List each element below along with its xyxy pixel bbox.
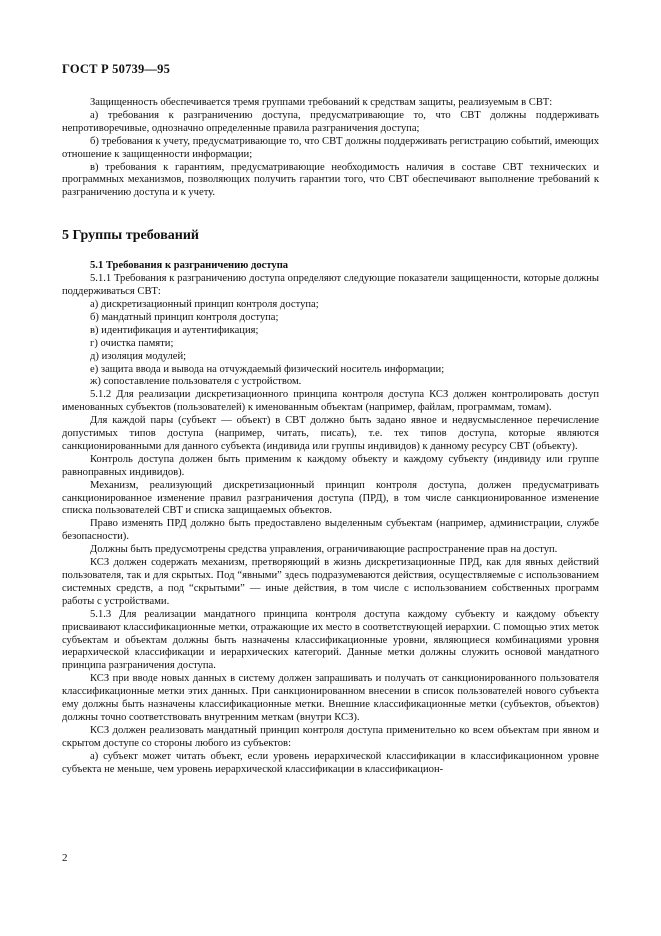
document-header: ГОСТ Р 50739—95 <box>62 62 171 76</box>
subsection-title: 5.1 Требования к разграничению доступа <box>90 260 289 272</box>
intro-item-a: а) требования к разграничению доступа, предусматривающие то, что СВТ должны поддерживать непротиворечивые, однозначно определенные правила разграничения доступа; <box>62 109 599 134</box>
list-item: а) дискретизационный принцип контроля доступа; <box>90 298 319 310</box>
list-item: в) идентификация и аутентификация; <box>90 324 259 336</box>
body-block <box>62 273 599 776</box>
body-paragraph: КСЗ при вводе новых данных в систему должен запрашивать и получать от санкционированного пользователя классификационные метки этих данных. При санкционированном внесении в список пользователей нового субъекта ему должны быть назначены классификационные метки. Внешние классификационные метки (субъектов, объектов) должны точно соответствовать внутренним меткам (внутри КСЗ). <box>62 673 599 723</box>
list-item: е) защита ввода и вывода на отчуждаемый физический носитель информации; <box>90 363 445 375</box>
body-paragraph: 5.1.2 Для реализации дискретизационного принципа контроля доступа КСЗ должен контролировать доступ именованных субъектов (пользователей) к именованным объектам (например, файлам, программам, томам). <box>62 389 599 414</box>
body-paragraph: 5.1.3 Для реализации мандатного принципа контроля доступа каждому субъекту и каждому объекту присваивают классификационные метки, отражающие их место в соответствующей иерархии. С помощью этих меток субъектам и объектам должны быть назначены классификационные уровни, являющиеся комбинациями уровня иерархической классификации и иерархических категорий. Данные метки должны служить основой мандатного принципа разграничения доступа. <box>62 608 599 672</box>
intro-block <box>62 97 599 200</box>
page-number: 2 <box>62 852 68 864</box>
list-item: б) мандатный принцип контроля доступа; <box>90 311 279 323</box>
body-paragraph: Контроль доступа должен быть применим к каждому объекту и каждому субъекту (индивиду или группе равноправных индивидов). <box>62 453 599 478</box>
intro-item-b: б) требования к учету, предусматривающие то, что СВТ должны поддерживать регистрацию событий, имеющих отношение к защищенности информации; <box>62 135 599 160</box>
list-item: ж) сопоставление пользователя с устройством. <box>90 376 302 388</box>
document-page <box>62 62 599 777</box>
intro-paragraph: Защищенность обеспечивается тремя группами требований к средствам защиты, реализуемым в СВТ: <box>90 97 553 108</box>
body-paragraph: 5.1.1 Требования к разграничению доступа определяют следующие показатели защищенности, которые должны поддерживаться СВТ: <box>62 273 599 298</box>
section-title: 5 Группы требований <box>62 228 199 244</box>
body-paragraph: КСЗ должен реализовать мандатный принцип контроля доступа применительно ко всем объектам при явном и скрытом доступе со стороны любого из субъектов: <box>62 724 599 749</box>
body-paragraph: Должны быть предусмотрены средства управления, ограничивающие распространение прав на доступ. <box>90 544 558 556</box>
intro-item-c: в) требования к гарантиям, предусматривающие необходимость наличия в составе СВТ технических и программных механизмов, позволяющих получить гарантии того, что СВТ обеспечивают выполнение требований к разграничению доступа и к учету. <box>62 161 599 199</box>
list-item: г) очистка памяти; <box>90 337 174 349</box>
body-paragraph: Для каждой пары (субъект — объект) в СВТ должно быть задано явное и недвусмысленное перечисление допустимых типов доступа (например, читать, писать), т.е. тех типов доступа, которые являются санкционированными для данного субъекта (индивида или группы индивидов) к данному ресурсу СВТ (объекту). <box>62 415 599 452</box>
body-paragraph: Механизм, реализующий дискретизационный принцип контроля доступа, должен предусматривать санкционированное изменение правил разграничения доступа (ПРД), в том числе санкционированное изменение списка пользователей СВТ и списка защищаемых объектов. <box>62 479 599 517</box>
body-paragraph: КСЗ должен содержать механизм, претворяющий в жизнь дискретизационные ПРД, как для явных действий пользователя, так и для скрытых. Под “явными” здесь подразумеваются действия, осуществляемые с использованием системных средств, а под “скрытыми” — иные действия, в том числе с использованием собственных программ работы с устройствами. <box>62 557 599 607</box>
body-paragraph: Право изменять ПРД должно быть предоставлено выделенным субъектам (например, администрации, службе безопасности). <box>62 518 599 543</box>
list-item: д) изоляция модулей; <box>90 350 187 362</box>
body-paragraph: а) субъект может читать объект, если уровень иерархической классификации в классификационном уровне субъекта не меньше, чем уровень иерархической классификации в классификацион- <box>62 750 599 775</box>
